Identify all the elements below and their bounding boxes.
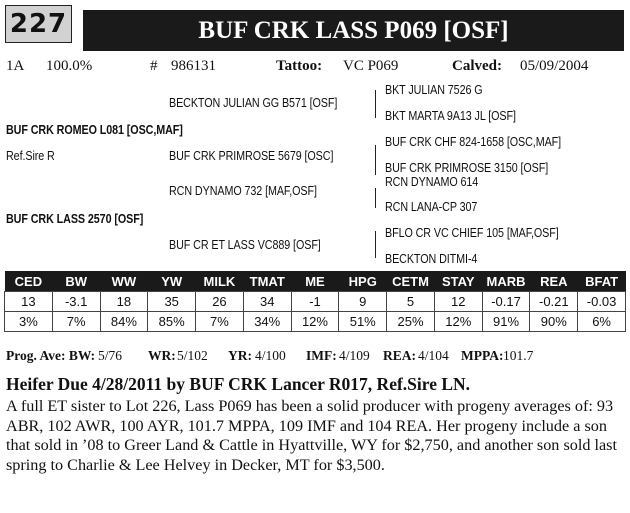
epd-value: -0.17	[482, 292, 530, 312]
epd-header: BFAT	[578, 271, 626, 292]
epd-value: 12	[434, 292, 482, 312]
epd-header: WW	[100, 271, 148, 292]
epd-value: 5	[387, 292, 435, 312]
reg-label: #	[150, 58, 158, 74]
prog-rea-label: REA:	[383, 348, 416, 363]
tattoo-value: VC P069	[343, 58, 399, 74]
epd-value: -0.21	[530, 292, 578, 312]
epd-values-row	[5, 292, 626, 312]
epd-percentile: 12%	[291, 312, 339, 332]
epd-header-row	[5, 271, 626, 292]
epd-percentile: 90%	[530, 312, 578, 332]
ggen-3: BUF CRK CHF 824-1658 [OSC,MAF]	[385, 135, 562, 149]
lot-number: 227	[5, 5, 72, 43]
epd-value: 34	[243, 292, 291, 312]
prog-imf: 4/109	[339, 348, 370, 363]
calved-label: Calved:	[452, 58, 502, 74]
description: A full ET sister to Lot 226, Lass P069 has been a solid producer with progeny averages of: 93 ABR, 102 AWR, 100 AYR, 101.7 MPPA, 109 IMF and 104 REA. Her progeny include a son that sold in ’08 to Greer Land & Cattle in Hyattville, WY for $2,750, and another son sold last spring to Charlie & Lee Helvey in Decker, MT for $3,500.	[6, 397, 617, 474]
epd-percentile: 7%	[52, 312, 100, 332]
epd-value: 26	[196, 292, 244, 312]
prog-wr-label: WR:	[148, 348, 176, 363]
epd-percentile-row	[5, 312, 626, 332]
epd-value: -0.03	[578, 292, 626, 312]
epd-percentile: 6%	[578, 312, 626, 332]
tattoo-label: Tattoo:	[276, 58, 323, 74]
sire-dam: BUF CRK PRIMROSE 5679 [OSC]	[169, 149, 334, 163]
info-percent: 100.0%	[46, 58, 93, 74]
prog-yr: 4/100	[255, 348, 286, 363]
calved-value: 05/09/2004	[520, 58, 589, 74]
prog-mppa: 101.7	[503, 348, 534, 363]
sire-sire: BECKTON JULIAN GG B571 [OSF]	[169, 96, 338, 110]
epd-percentile: 51%	[339, 312, 387, 332]
epd-header: MARB	[482, 271, 530, 292]
epd-percentile: 3%	[5, 312, 53, 332]
animal-name: BUF CRK LASS P069 [OSF]	[83, 10, 624, 51]
ggen-6: RCN LANA-CP 307	[385, 200, 478, 214]
epd-header: ME	[291, 271, 339, 292]
epd-header: YW	[148, 271, 196, 292]
epd-percentile: 7%	[196, 312, 244, 332]
sire: BUF CRK ROMEO L081 [OSC,MAF]	[6, 123, 183, 137]
epd-table	[4, 271, 626, 332]
prog-imf-label: IMF:	[306, 348, 337, 363]
epd-percentile: 84%	[100, 312, 148, 332]
prog-bw: 5/76	[98, 348, 123, 363]
epd-value: 9	[339, 292, 387, 312]
epd-value: -3.1	[52, 292, 100, 312]
ggen-2: BKT MARTA 9A13 JL [OSF]	[385, 109, 516, 123]
ggen-4: BUF CRK PRIMROSE 3150 [OSF]	[385, 161, 549, 175]
epd-value: 35	[148, 292, 196, 312]
epd-value: 18	[100, 292, 148, 312]
prog-yr-label: YR:	[228, 348, 252, 363]
epd-value: 13	[5, 292, 53, 312]
epd-value: -1	[291, 292, 339, 312]
ggen-1: BKT JULIAN 7526 G	[385, 83, 483, 97]
epd-header: REA	[530, 271, 578, 292]
epd-header: CETM	[387, 271, 435, 292]
heifer-line: Heifer Due 4/28/2011 by BUF CRK Lancer R017, Ref.Sire LN.	[6, 374, 471, 394]
epd-header: CED	[5, 271, 53, 292]
ggen-5: RCN DYNAMO 614	[385, 175, 479, 189]
info-code: 1A	[6, 58, 25, 74]
epd-header: BW	[52, 271, 100, 292]
reg-number: 986131	[171, 58, 216, 74]
prog-rea: 4/104	[418, 348, 449, 363]
prog-label: Prog. Ave: BW:	[6, 348, 96, 363]
ref-sire: Ref.Sire R	[6, 149, 55, 163]
epd-header: STAY	[434, 271, 482, 292]
epd-percentile: 25%	[387, 312, 435, 332]
epd-percentile: 91%	[482, 312, 530, 332]
epd-header: MILK	[196, 271, 244, 292]
epd-percentile: 85%	[148, 312, 196, 332]
epd-percentile: 12%	[434, 312, 482, 332]
dam-dam: BUF CR ET LASS VC889 [OSF]	[169, 238, 321, 252]
prog-mppa-label: MPPA:	[461, 348, 504, 363]
epd-header: HPG	[339, 271, 387, 292]
ggen-7: BFLO CR VC CHIEF 105 [MAF,OSF]	[385, 226, 559, 240]
epd-header: TMAT	[243, 271, 291, 292]
dam: BUF CRK LASS 2570 [OSF]	[6, 212, 144, 226]
epd-percentile: 34%	[243, 312, 291, 332]
dam-sire: RCN DYNAMO 732 [MAF,OSF]	[169, 184, 317, 198]
ggen-8: BECKTON DITMI-4	[385, 252, 478, 266]
prog-wr: 5/102	[177, 348, 208, 363]
